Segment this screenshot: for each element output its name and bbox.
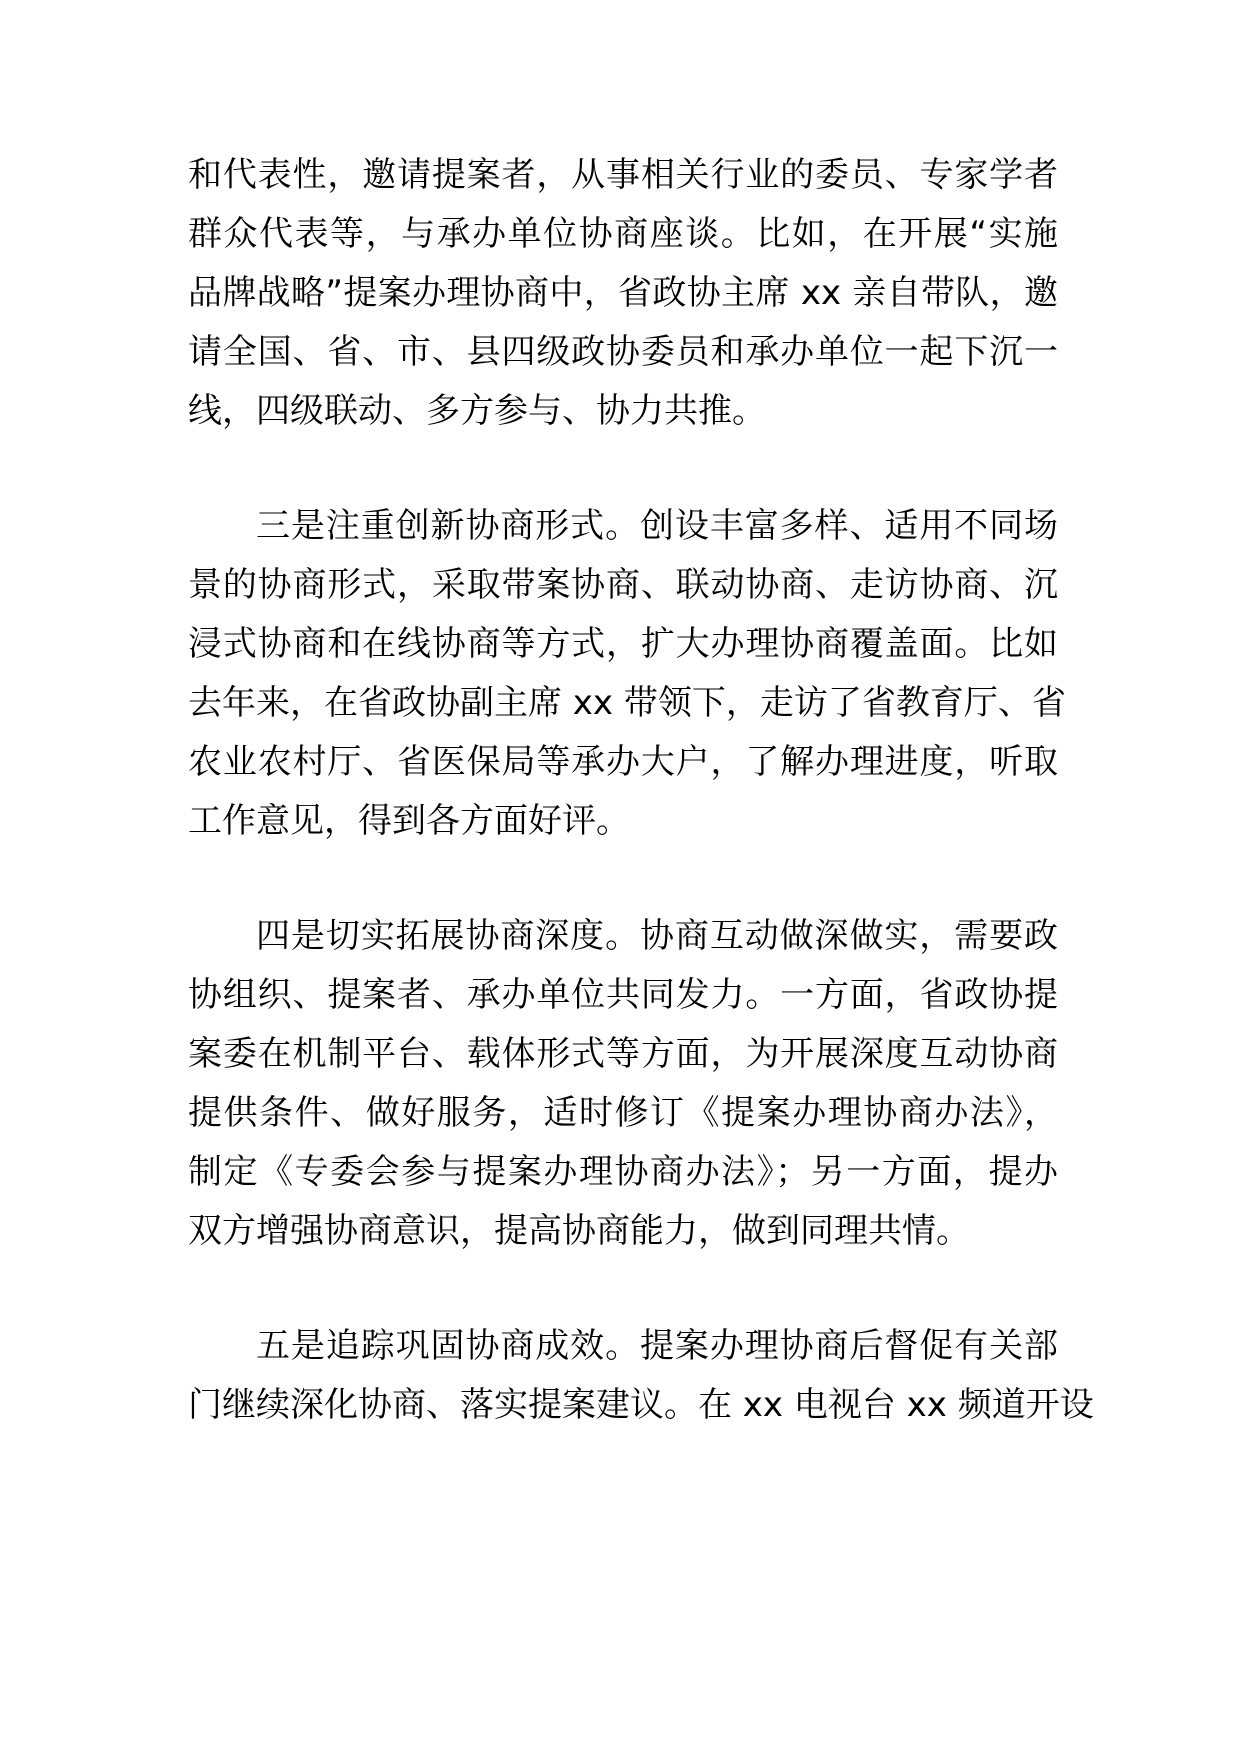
paragraph-2-line-2: 景的协商形式，采取带案协商、联动协商、走访协商、沉 xyxy=(188,565,1058,605)
paragraph-3-line-5: 制定《专委会参与提案办理协商办法》；另一方面，提办 xyxy=(188,1152,1058,1192)
paragraph-3-line-4: 提供条件、做好服务，适时修订《提案办理协商办法》， xyxy=(188,1093,1058,1133)
paragraph-1-line-5: 线，四级联动、多方参与、协力共推。 xyxy=(188,391,766,431)
paragraph-4-line-1: 五是追踪巩固协商成效。提案办理协商后督促有关部 xyxy=(256,1326,1058,1366)
paragraph-2-line-3: 浸式协商和在线协商等方式，扩大办理协商覆盖面。比如 xyxy=(188,624,1058,664)
paragraph-4-line-2: 门继续深化协商、落实提案建议。在 xx 电视台 xx 频道开设 xyxy=(188,1385,1094,1425)
paragraph-3-line-6: 双方增强协商意识，提高协商能力，做到同理共情。 xyxy=(188,1211,970,1251)
paragraph-2-line-4: 去年来，在省政协副主席 xx 带领下，走访了省教育厅、省 xyxy=(188,683,1066,723)
paragraph-1-line-3: 品牌战略”提案办理协商中，省政协主席 xx 亲自带队，邀 xyxy=(188,273,1058,313)
paragraph-3-line-2: 协组织、提案者、承办单位共同发力。一方面，省政协提 xyxy=(188,975,1058,1015)
paragraph-1-line-1: 和代表性，邀请提案者，从事相关行业的委员、专家学者 xyxy=(188,155,1058,195)
paragraph-1-line-4: 请全国、省、市、县四级政协委员和承办单位一起下沉一 xyxy=(188,332,1058,372)
paragraph-3-line-3: 案委在机制平台、载体形式等方面，为开展深度互动协商 xyxy=(188,1034,1058,1074)
paragraph-1-line-2: 群众代表等，与承办单位协商座谈。比如，在开展“实施 xyxy=(188,214,1058,254)
paragraph-3-line-1: 四是切实拓展协商深度。协商互动做深做实，需要政 xyxy=(256,916,1058,956)
paragraph-2-line-1: 三是注重创新协商形式。创设丰富多样、适用不同场 xyxy=(256,506,1058,546)
paragraph-2-line-6: 工作意见，得到各方面好评。 xyxy=(188,801,630,841)
paragraph-2-line-5: 农业农村厅、省医保局等承办大户，了解办理进度，听取 xyxy=(188,742,1058,782)
